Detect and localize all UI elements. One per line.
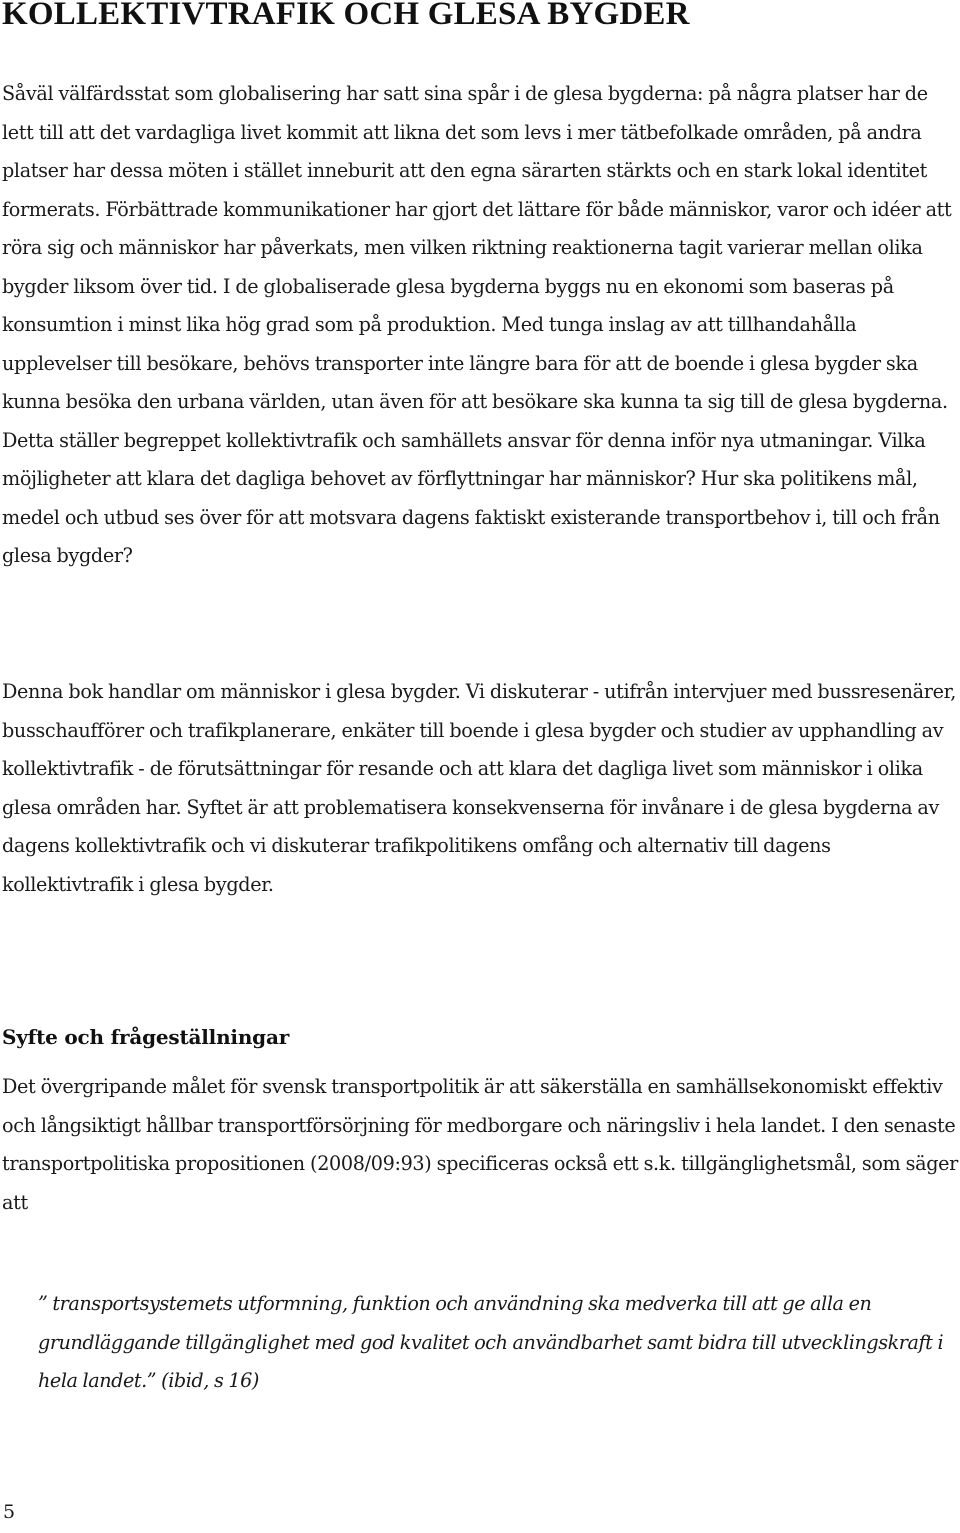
page-number: 5 [3, 1501, 16, 1523]
book-purpose-paragraph: Denna bok handlar om människor i glesa bygder. Vi diskuterar - utifrån intervjuer med bussresenärer, busschaufförer och trafikplanerare, enkäter till boende i glesa bygder och studier av upphandling av kollektivtrafik - de förutsättningar för resande och att klara det dagliga livet som människor i olika glesa områden har. Syftet är att problematisera konsekvenserna för invånare i de glesa bygderna av dagens kollektivtrafik och vi diskuterar trafikpolitikens omfång och alternativ till dagens kollektivtrafik i glesa bygder. [2, 680, 957, 896]
page-title: KOLLEKTIVTRAFIK OCH GLESA BYGDER [2, 0, 690, 32]
block-quote: ” transportsystemets utformning, funktion och användning ska medverka till att ge alla en grundläggande tillgänglighet med god kvalitet och användbarhet samt bidra till utvecklingskraft i hela landet.” (ibid, s 16) [38, 1292, 944, 1392]
section-heading: Syfte och frågeställningar [2, 1025, 290, 1049]
section-paragraph: Det övergripande målet för svensk transportpolitik är att säkerställa en samhällsekonomiskt effektiv och långsiktigt hållbar transportförsörjning för medborgare och näringsliv i hela landet. I den senaste transportpolitiska propositionen (2008/09:93) specificeras också ett s.k. tillgänglighetsmål, som säger att [2, 1075, 959, 1214]
intro-paragraph: Såväl välfärdsstat som globalisering har satt sina spår i de glesa bygderna: på några platser har de lett till att det vardagliga livet kommit att likna det som levs i mer tätbefolkade områden, på andra platser har dessa möten i stället inneburit att den egna särarten stärkts och en stark lokal identitet formerats. Förbättrade kommunikationer har gjort det lättare för både människor, varor och idéer att röra sig och människor har påverkats, men vilken riktning reaktionerna tagit varierar mellan olika bygder liksom över tid. I de globaliserade glesa bygderna byggs nu en ekonomi som baseras på konsumtion i minst lika hög grad som på produktion. Med tunga inslag av att tillhandahålla upplevelser till besökare, behövs transporter inte längre bara för att de boende i glesa bygder ska kunna besöka den urbana världen, utan även för att besökare ska kunna ta sig till de glesa bygderna. Detta ställer begreppet kollektivtrafik och samhällets ansvar för denna inför nya utmaningar. Vilka möjligheter att klara det dagliga behovet av förflyttningar har människor? Hur ska politikens mål, medel och utbud ses över för att motsvara dagens faktiskt existerande transportbehov i, till och från glesa bygder? [2, 82, 952, 567]
